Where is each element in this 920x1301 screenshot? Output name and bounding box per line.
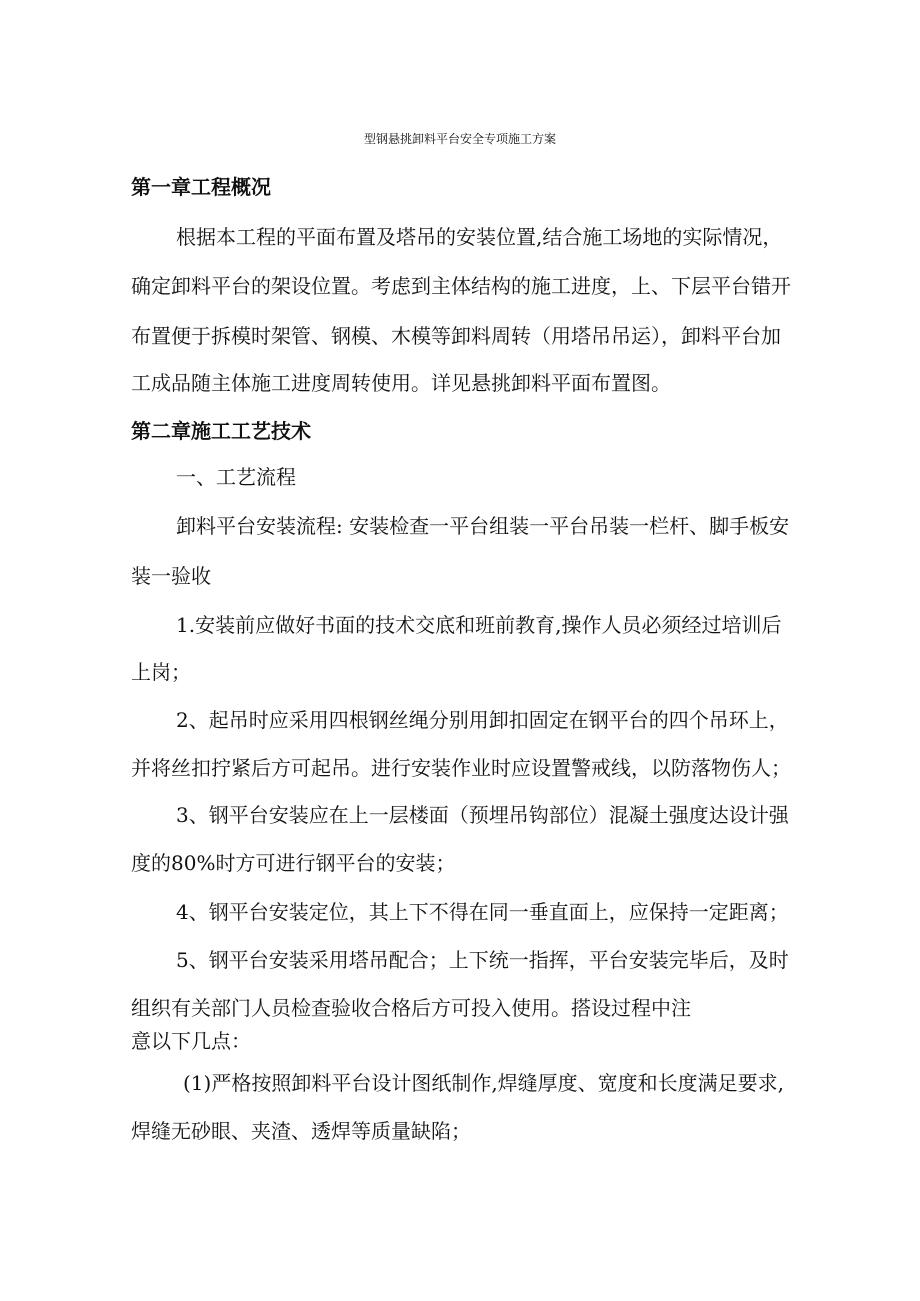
item-3-line: 3、钢平台安装应在上一层楼面（预埋吊钩部位）混凝土强度达设计强 [176,803,789,827]
item-2-line: 2、起吊时应采用四根钢丝绳分别用卸扣固定在钢平台的四个吊环上， [176,708,789,732]
item-5-line: 意以下几点： [131,1029,251,1053]
process-flow-line: 卸料平台安装流程: 安装检查一平台组装一平台吊装一栏杆、脚手板安 [176,514,790,538]
chapter1-paragraph-line: 确定卸料平台的架设位置。考虑到主体结构的施工进度，上、下层平台错开 [131,274,791,298]
item-5-line: 5、钢平台安装采用塔吊配合；上下统一指挥，平台安装完毕后，及时 [176,948,789,972]
sub-item-1-line: 焊缝无砂眼、夹渣、透焊等质量缺陷； [131,1119,471,1143]
item-3-line: 度的80%时方可进行钢平台的安装； [131,851,456,875]
chapter2-heading: 第二章施工工艺技术 [131,419,311,443]
section-heading: 一、工艺流程 [176,465,296,489]
chapter1-paragraph-line: 工成品随主体施工进度周转使用。详见悬挑卸料平面布置图。 [131,371,671,395]
chapter1-paragraph-line: 根据本工程的平面布置及塔吊的安装位置,结合施工场地的实际情况， [176,225,783,249]
item-5-line: 组织有关部门人员检查验收合格后方可投入使用。搭设过程中注 [131,996,691,1020]
item-4-line: 4、钢平台安装定位，其上下不得在同一垂直面上，应保持一定距离； [176,900,789,924]
process-flow-line: 装一验收 [131,564,211,588]
item-1-line: 1.安装前应做好书面的技术交底和班前教育,操作人员必须经过培训后 [176,613,782,637]
chapter1-heading: 第一章工程概况 [131,175,271,199]
chapter1-paragraph-line: 布置便于拆模时架管、钢模、木模等卸料周转（用塔吊吊运），卸料平台加 [131,324,781,348]
item-2-line: 并将丝扣拧紧后方可起吊。进行安装作业时应设置警戒线，以防落物伤人； [131,756,791,780]
document-title: 型钢悬挑卸料平台安全专项施工方案 [363,132,556,146]
item-1-line: 上岗； [131,660,191,684]
sub-item-1-line: (1)严格按照卸料平台设计图纸制作,焊缝厚度、宽度和长度满足要求, [183,1071,785,1095]
